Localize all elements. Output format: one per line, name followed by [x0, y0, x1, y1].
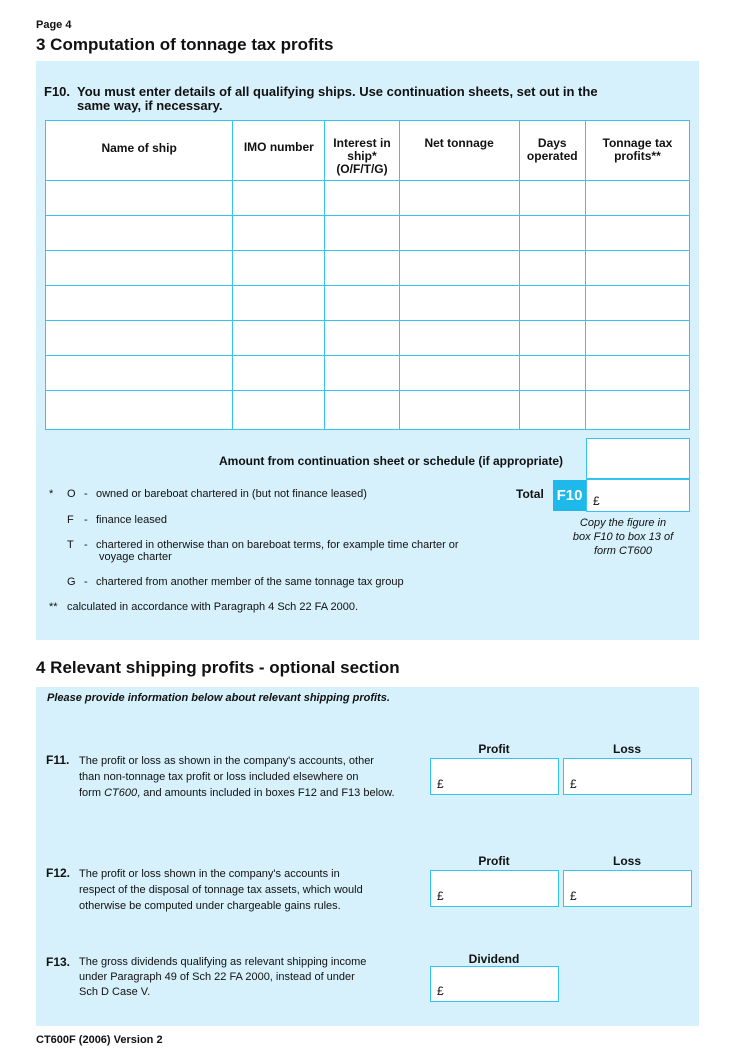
f10-box-code: F10 [553, 480, 586, 511]
table-row [46, 251, 690, 286]
f11-code: F11. [46, 753, 70, 767]
f10-code: F10. [44, 84, 71, 99]
f12-loss-field[interactable] [563, 870, 692, 907]
interest-cell[interactable] [325, 356, 399, 391]
ship-name-cell[interactable] [46, 216, 233, 251]
section-3-title: 3 Computation of tonnage tax profits [36, 35, 334, 54]
col-header-net-tonnage: Net tonnage [399, 121, 519, 181]
tonnage-cell[interactable] [399, 321, 519, 356]
tonnage-cell[interactable] [399, 286, 519, 321]
section-4-title: 4 Relevant shipping profits - optional section [36, 658, 400, 677]
days-cell[interactable] [519, 286, 585, 321]
dash: - [84, 576, 88, 588]
f10-instruction-line-2: same way, if necessary. [77, 98, 223, 113]
key-g: G [67, 576, 76, 588]
f11-loss-field[interactable] [563, 758, 692, 795]
continuation-amount-field[interactable] [586, 438, 690, 479]
interest-cell[interactable] [325, 251, 399, 286]
interest-cell[interactable] [325, 321, 399, 356]
dash: - [84, 488, 88, 500]
table-row [46, 356, 690, 391]
key-f-text: finance leased [96, 514, 167, 526]
interest-cell[interactable] [325, 181, 399, 216]
f11-loss-label: Loss [612, 742, 641, 756]
ship-name-cell[interactable] [46, 181, 233, 216]
f11-description: The profit or loss as shown in the company's accounts, other than non-tonnage tax profit or loss included elsewhere on form CT600, and amounts included in boxes F12 and F13 below. [79, 755, 395, 799]
f12-profit-label: Profit [478, 854, 510, 868]
imo-cell[interactable] [233, 286, 325, 321]
f10-total-field[interactable] [586, 479, 690, 512]
pound-sign: £ [570, 889, 577, 903]
ship-name-cell[interactable] [46, 391, 233, 430]
key-t-text-1: chartered in otherwise than on bareboat terms, for example time charter or [96, 539, 459, 551]
pound-sign: £ [570, 777, 577, 791]
imo-cell[interactable] [233, 321, 325, 356]
pound-sign: £ [593, 494, 600, 508]
tonnage-cell[interactable] [399, 181, 519, 216]
ship-name-cell[interactable] [46, 356, 233, 391]
profits-cell[interactable] [585, 391, 689, 430]
copy-figure-note: Copy the figure in box F10 to box 13 of form CT600 [572, 517, 674, 557]
table-row [46, 391, 690, 430]
f12-code: F12. [46, 866, 71, 880]
col-header-name-of-ship: Name of ship [46, 121, 233, 181]
profits-cell[interactable] [585, 286, 689, 321]
profits-cell[interactable] [585, 356, 689, 391]
key-o: O [67, 488, 76, 500]
table-row [46, 216, 690, 251]
profits-cell[interactable] [585, 251, 689, 286]
table-row [46, 286, 690, 321]
interest-cell[interactable] [325, 216, 399, 251]
imo-cell[interactable] [233, 181, 325, 216]
pound-sign: £ [437, 984, 444, 998]
imo-cell[interactable] [233, 356, 325, 391]
imo-cell[interactable] [233, 391, 325, 430]
days-cell[interactable] [519, 321, 585, 356]
f11-profit-field[interactable] [430, 758, 559, 795]
key-g-text: chartered from another member of the same tonnage tax group [96, 576, 404, 588]
tonnage-cell[interactable] [399, 391, 519, 430]
f12-loss-label: Loss [612, 854, 641, 868]
tonnage-cell[interactable] [399, 216, 519, 251]
days-cell[interactable] [519, 391, 585, 430]
col-header-imo-number: IMO number [233, 121, 325, 181]
interest-cell[interactable] [325, 391, 399, 430]
col-header-days-operated: Days operated [519, 121, 585, 181]
total-label: Total [516, 487, 544, 501]
pound-sign: £ [437, 777, 444, 791]
footnote-double-star: ** [49, 601, 58, 613]
profits-cell[interactable] [585, 181, 689, 216]
imo-cell[interactable] [233, 216, 325, 251]
days-cell[interactable] [519, 251, 585, 286]
key-t: T [67, 539, 74, 551]
page-number: Page 4 [36, 19, 72, 31]
f13-code: F13. [46, 955, 71, 969]
footnote-star: * [49, 488, 54, 500]
col-header-interest: Interest in ship* (O/F/T/G) [325, 121, 399, 181]
dash: - [84, 514, 88, 526]
ship-name-cell[interactable] [46, 286, 233, 321]
profits-cell[interactable] [585, 321, 689, 356]
days-cell[interactable] [519, 181, 585, 216]
ship-name-cell[interactable] [46, 321, 233, 356]
tonnage-cell[interactable] [399, 356, 519, 391]
f10-instruction-line-1: You must enter details of all qualifying ships. Use continuation sheets, set out in the [77, 84, 598, 99]
key-f: F [67, 514, 74, 526]
f13-dividend-field[interactable] [430, 966, 559, 1002]
col-header-tonnage-tax-profits: Tonnage tax profits** [585, 121, 689, 181]
double-star-text: calculated in accordance with Paragraph 4 Sch 22 FA 2000. [67, 601, 359, 613]
form-version-footer: CT600F (2006) Version 2 [36, 1034, 163, 1046]
imo-cell[interactable] [233, 251, 325, 286]
f12-description: The profit or loss shown in the company's accounts in respect of the disposal of tonnage tax assets, which would otherwise be computed under chargeable gains rules. [79, 868, 363, 912]
table-row [46, 181, 690, 216]
dash: - [84, 539, 88, 551]
profits-cell[interactable] [585, 216, 689, 251]
section-4-intro: Please provide information below about relevant shipping profits. [47, 692, 390, 704]
key-t-text-2: voyage charter [99, 551, 172, 563]
ships-table-header [46, 121, 690, 181]
interest-cell[interactable] [325, 286, 399, 321]
f13-description: The gross dividends qualifying as relevant shipping income under Paragraph 49 of Sch 22 FA 2000, instead of under Sch D Case V. [79, 956, 367, 998]
ship-name-cell[interactable] [46, 251, 233, 286]
table-row [46, 321, 690, 356]
pound-sign: £ [437, 889, 444, 903]
continuation-label: Amount from continuation sheet or schedule (if appropriate) [219, 454, 564, 468]
f11-profit-label: Profit [478, 742, 510, 756]
key-o-text: owned or bareboat chartered in (but not finance leased) [96, 488, 367, 500]
tonnage-cell[interactable] [399, 251, 519, 286]
ships-table [45, 120, 690, 430]
f12-profit-field[interactable] [430, 870, 559, 907]
days-cell[interactable] [519, 356, 585, 391]
f13-dividend-label: Dividend [468, 952, 520, 966]
days-cell[interactable] [519, 216, 585, 251]
